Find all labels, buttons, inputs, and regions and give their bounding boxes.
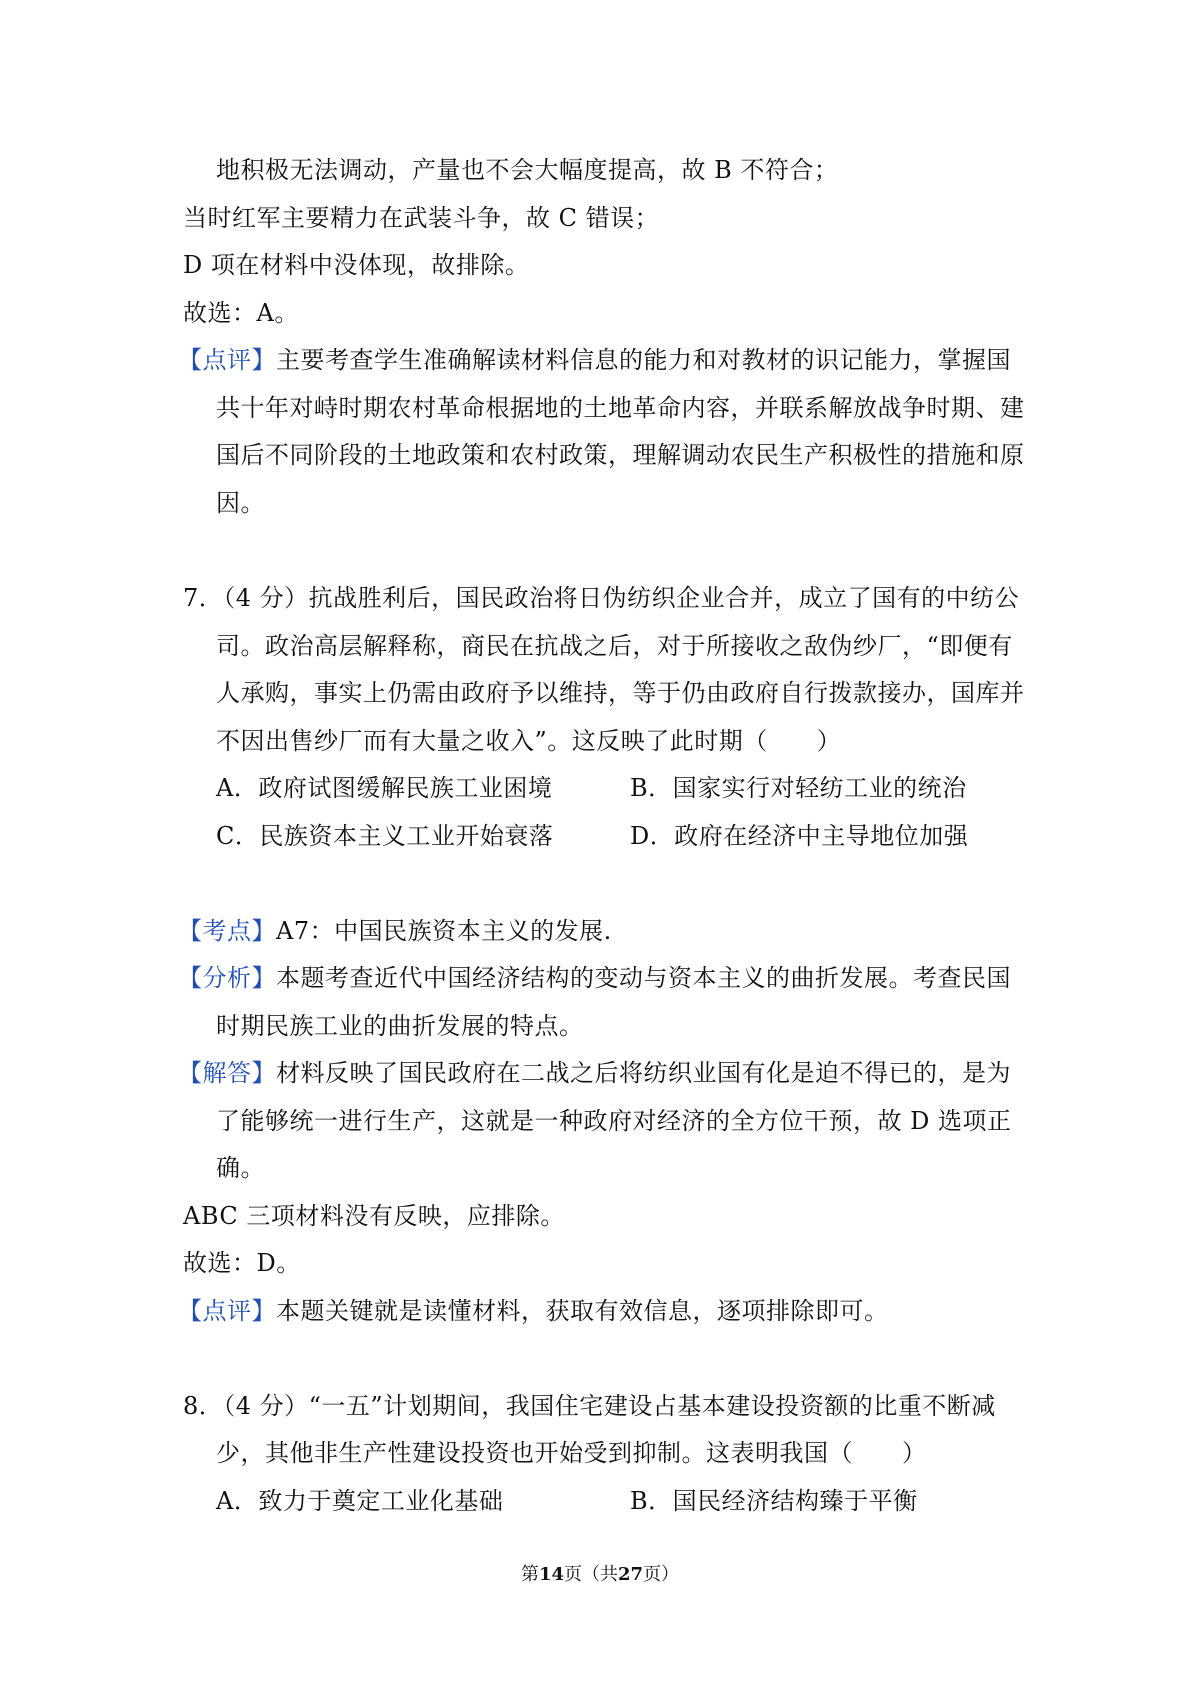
q7-stem-line-1: 7．（4 分）抗战胜利后，国民政治将日伪纺织企业合并，成立了国有的中纺公	[183, 584, 1020, 612]
q6-review-line-3: 国后不同阶段的土地政策和农村政策，理解调动农民生产积极性的措施和原	[216, 441, 1025, 469]
q7-answer: 故选：D。	[183, 1249, 301, 1277]
q8-option-a: A．致力于奠定工业化基础	[216, 1487, 504, 1515]
page-footer: 第14页（共27页）	[520, 1564, 680, 1585]
review-tag: 【点评】	[178, 1297, 276, 1325]
jieda-tag: 【解答】	[178, 1059, 276, 1087]
page-number: 14	[538, 1564, 564, 1585]
q7-fenxi-line-2: 时期民族工业的曲折发展的特点。	[216, 1012, 584, 1040]
q7-jieda-line-3: 确。	[216, 1154, 265, 1182]
fenxi-tag: 【分析】	[178, 964, 276, 992]
q7-option-a: A．政府试图缓解民族工业困境	[216, 774, 553, 802]
q7-jieda-line-1: 【解答】材料反映了国民政府在二战之后将纺织业国有化是迫不得已的，是为	[178, 1059, 1011, 1087]
q7-review: 【点评】本题关键就是读懂材料，获取有效信息，逐项排除即可。	[178, 1297, 889, 1325]
q6-explanation-line-3: D 项在材料中没体现，故排除。	[183, 251, 530, 279]
q7-abc-line: ABC 三项材料没有反映，应排除。	[183, 1202, 565, 1230]
q7-option-d: D．政府在经济中主导地位加强	[630, 822, 969, 850]
q6-explanation-line-2: 当时红军主要精力在武装斗争，故 C 错误；	[183, 204, 660, 232]
q6-explanation-line-1: 地积极无法调动，产量也不会大幅度提高，故 B 不符合；	[216, 156, 839, 184]
q6-answer: 故选：A。	[183, 299, 299, 327]
q6-review-line-1: 【点评】主要考查学生准确解读材料信息的能力和对教材的识记能力，掌握国	[178, 346, 1011, 374]
q7-fenxi-line-1: 【分析】本题考查近代中国经济结构的变动与资本主义的曲折发展。考查民国	[178, 964, 1011, 992]
q7-option-b: B．国家实行对轻纺工业的统治	[630, 774, 967, 802]
q6-review-line-4: 因。	[216, 489, 265, 517]
q7-stem-line-3: 人承购，事实上仍需由政府予以维持，等于仍由政府自行拨款接办，国库并	[216, 679, 1025, 707]
kaodian-tag: 【考点】	[178, 917, 276, 945]
q8-option-b: B．国民经济结构臻于平衡	[630, 1487, 918, 1515]
q7-jieda-line-2: 了能够统一进行生产，这就是一种政府对经济的全方位干预，故 D 选项正	[216, 1107, 1012, 1135]
q8-stem-line-1: 8．（4 分）“一五”计划期间，我国住宅建设占基本建设投资额的比重不断减	[183, 1392, 996, 1420]
page-total: 27	[618, 1564, 644, 1585]
q6-review-line-2: 共十年对峙时期农村革命根据地的土地革命内容，并联系解放战争时期、建	[216, 394, 1025, 422]
q8-stem-line-2: 少，其他非生产性建设投资也开始受到抑制。这表明我国（ ）	[216, 1439, 927, 1467]
q7-stem-line-4: 不因出售纱厂而有大量之收入”。这反映了此时期（ ）	[216, 727, 842, 755]
q7-stem-line-2: 司。政治高层解释称，商民在抗战之后，对于所接收之敌伪纱厂，“即便有	[216, 632, 1013, 660]
q7-kaodian: 【考点】A7：中国民族资本主义的发展.	[178, 917, 612, 945]
review-tag: 【点评】	[178, 346, 276, 374]
q7-option-c: C．民族资本主义工业开始衰落	[216, 822, 554, 850]
